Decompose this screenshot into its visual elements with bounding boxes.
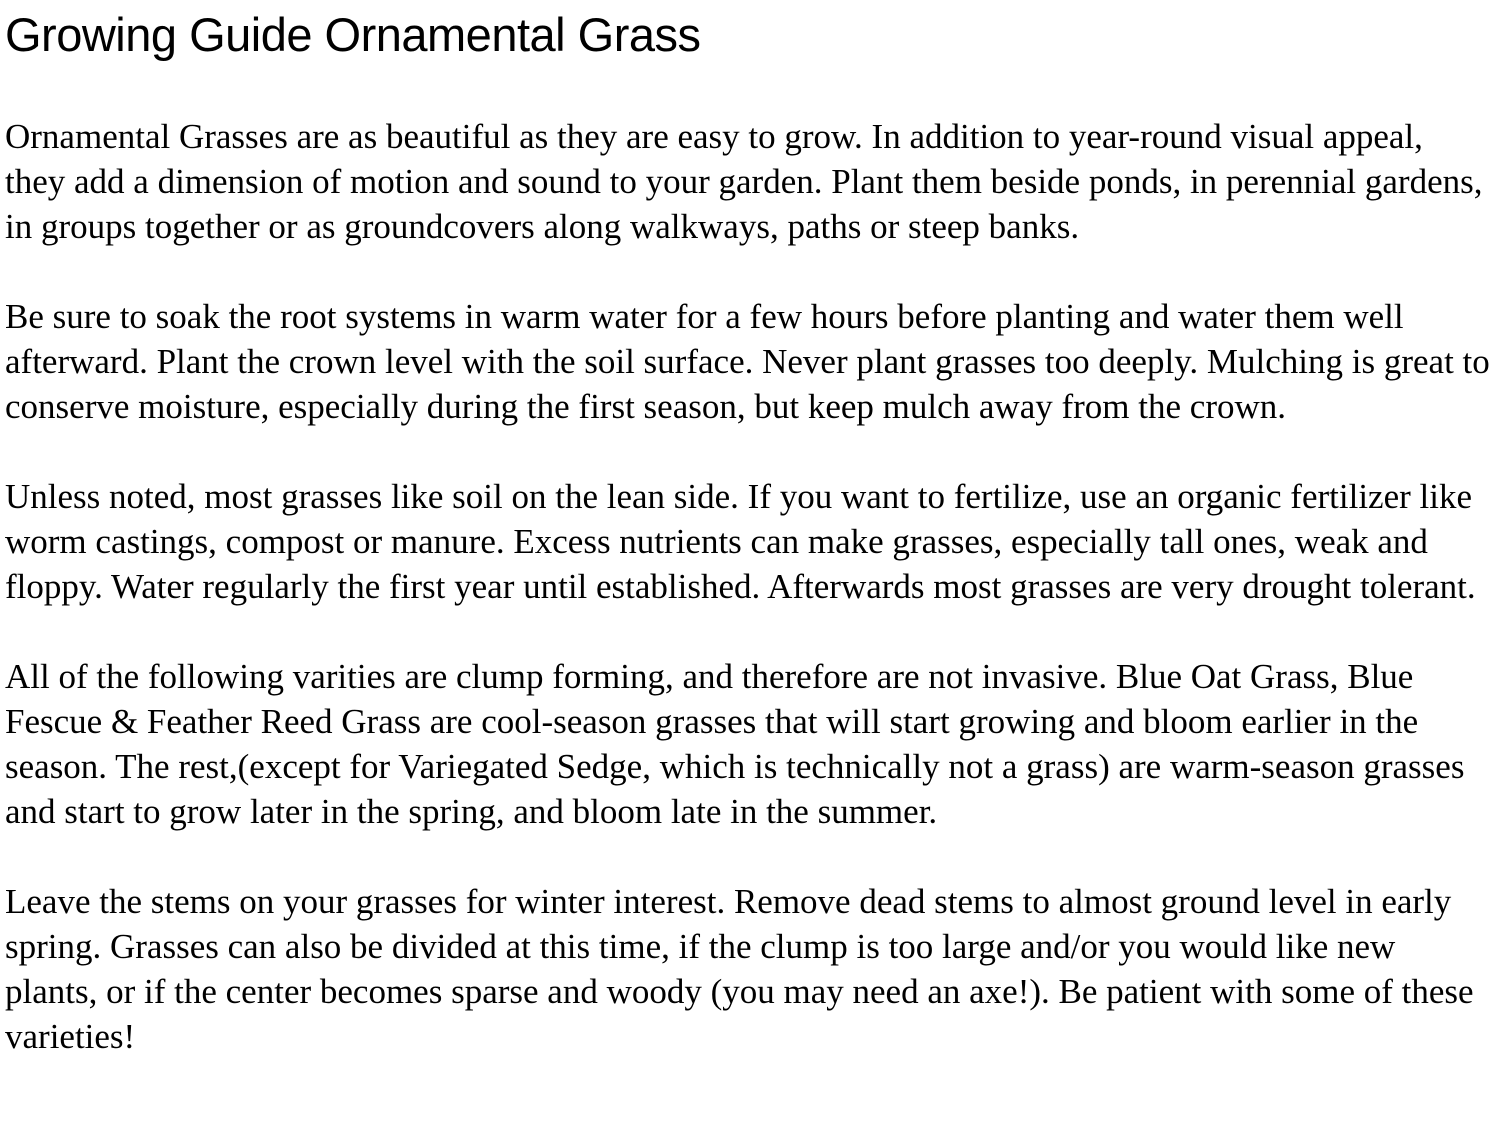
paragraph-varieties: All of the following varities are clump forming, and therefore are not invasive. Blue Oat Grass, Blue Fescue & Feather Reed Grass are cool-season grasses that will start growing and bloom earlier in the season. The rest,(except for Variegated Sedge, which is technically not a grass) are warm-season grasses and start to grow later in the spring, and bloom late in the summer. xyxy=(5,657,1465,831)
paragraph-planting: Be sure to soak the root systems in warm water for a few hours before planting and water them well afterward. Plant the crown level with the soil surface. Never plant grasses too deeply. Mulching is great to conserve moisture, especially during the first season, but keep mulch away from the crown. xyxy=(5,297,1490,426)
paragraph-soil-fertilizer: Unless noted, most grasses like soil on the lean side. If you want to fertilize, use an organic fertilizer like worm castings, compost or manure. Excess nutrients can make grasses, especially tall ones, weak and floppy. Water regularly the first year until established. Afterwards most grasses are very drought tolerant. xyxy=(5,477,1476,606)
paragraph-intro: Ornamental Grasses are as beautiful as they are easy to grow. In addition to year-round visual appeal, they add a dimension of motion and sound to your garden. Plant them beside ponds, in perennial gardens, in groups together or as groundcovers along walkways, paths or steep banks. xyxy=(5,117,1483,246)
paragraph-winter-care: Leave the stems on your grasses for winter interest. Remove dead stems to almost ground level in early spring. Grasses can also be divided at this time, if the clump is too large and/or you would like new plants, or if the center becomes sparse and woody (you may need an axe!). Be patient with some of these varieties! xyxy=(5,882,1474,1056)
page-title: Growing Guide Ornamental Grass xyxy=(5,8,701,61)
